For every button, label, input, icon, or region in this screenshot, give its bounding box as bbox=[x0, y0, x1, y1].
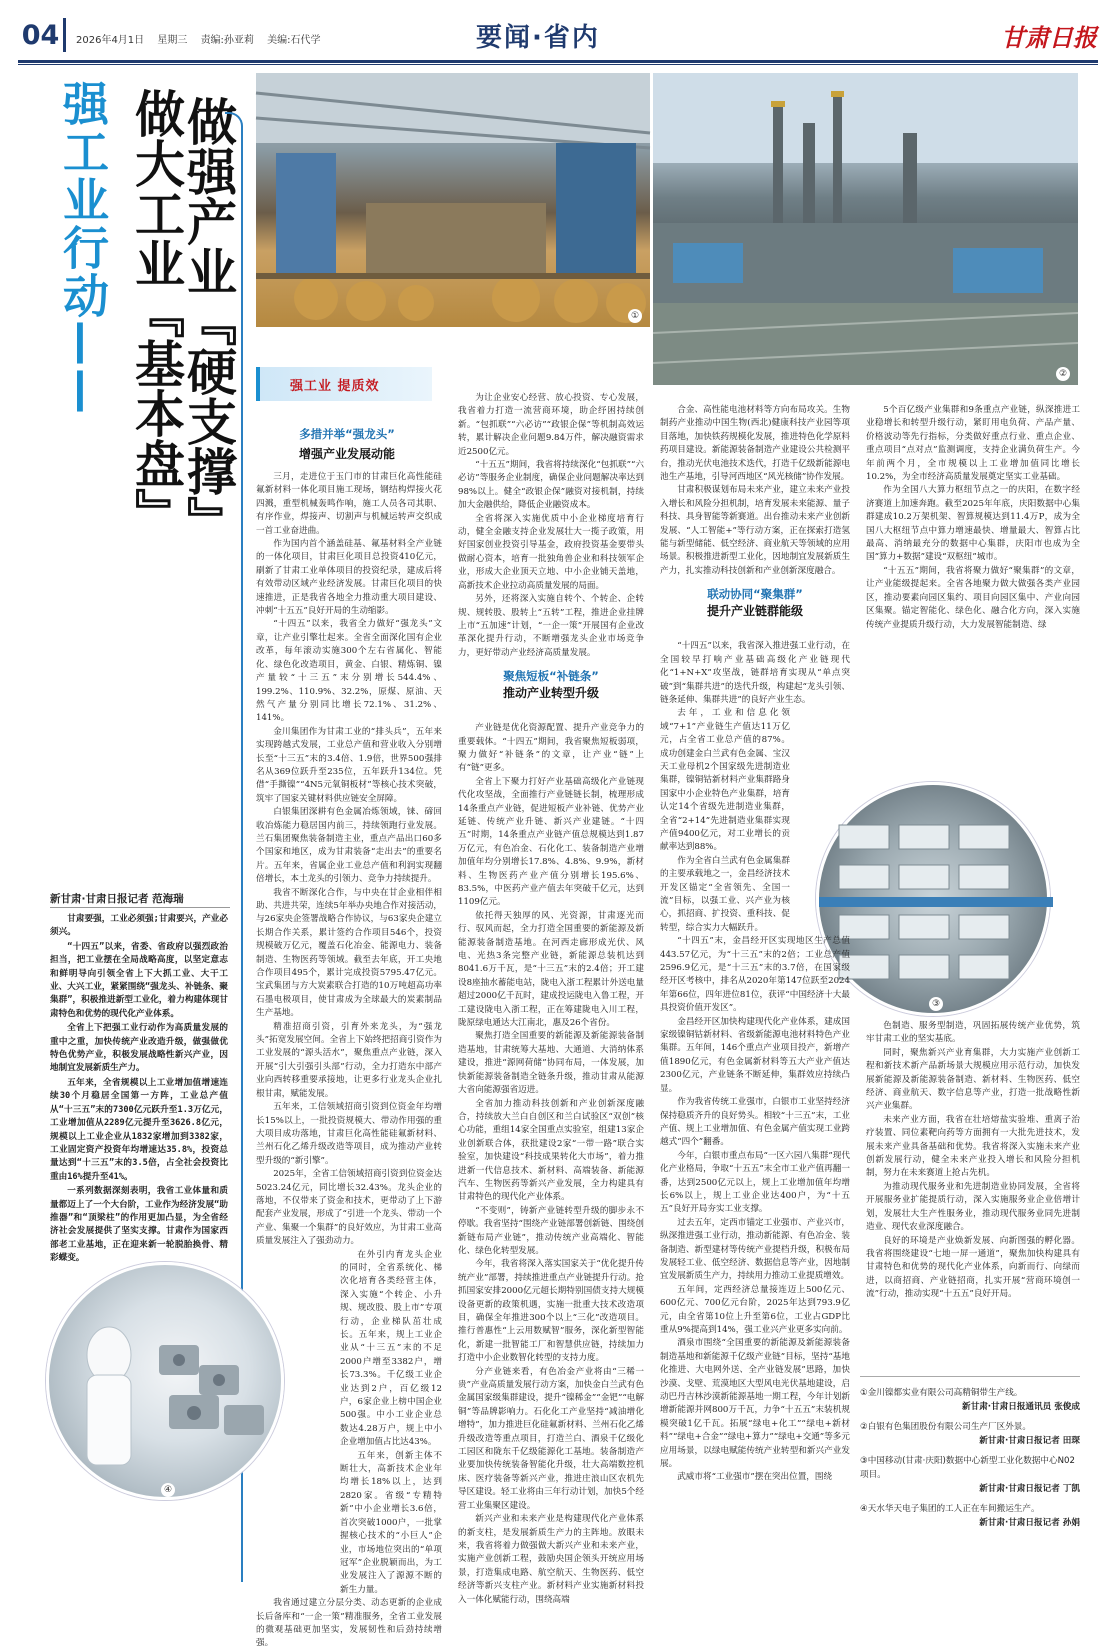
headline-line-2: 做强产业『硬支撑』 bbox=[179, 96, 237, 546]
headline-line-1: 做大工业『基本盘』 bbox=[127, 88, 185, 538]
subhead-subtitle: 增强产业发展动能 bbox=[298, 447, 395, 461]
article-paragraph: 我省不断深化合作，与中央在甘企业相伴相助、共进共荣，连续5年举办央地合作对接活动，与26家央企签署战略合作协议，与63家央企建立长期合作关系，累计签约合作项目546个，投资规模破万亿元，覆盖石化冶金、能源电力、装备制造、生物医药等领域。截至去年底，开工央地合作项目495个，累计完成投资5795.47亿元。宝武集团与方大炭素联合打造的10万吨超高功率石墨电极项目，使甘肃成为全球最大的炭素制品生产基地。 bbox=[256, 887, 442, 1019]
photo-chip-workshop[interactable] bbox=[46, 1262, 284, 1500]
article-paragraph: 过去五年，定西市锚定工业强市、产业兴市，纵深推进强工业行动，推动新能源、有色冶金、装备制造、新型建材等传统产业提档升级，积极布局发展轻工业、低空经济、数据信息等产业，因地制宜发展新质生产力，持续用力推动工业提质增效。 bbox=[660, 1217, 850, 1282]
article-paragraph: 为让企业安心经营、放心投资、专心发展，我省着力打造一流营商环境，助企纾困持续创新。“包抓联”“六必访”“政银企保”等机制高效运转，累计解决企业问题9.84万件，解决融资需求近2500亿元。 bbox=[458, 393, 644, 457]
subhead-fill-chains bbox=[458, 670, 644, 714]
photo-number: ① bbox=[628, 309, 642, 323]
article-paragraph: 另外，还将深入实施自转个、个转企、企转规、规转股、股转上“五转”工程，推进企业挂牌上市“五加速”计划，“一企一策”开展国有企业改革深化提升行动，不断增强龙头企业市场竞争力，更好带动产业经济高质量发展。 bbox=[458, 594, 644, 658]
caption-credit: 新甘肃·甘肃日报记者 田琛 bbox=[979, 1436, 1080, 1446]
data-center-aerial-illustration bbox=[819, 785, 1053, 1019]
article-paragraph: “十四五”以来，我省全力做好“强龙头”文章，让产业引擎壮起来。全省全面深化国有企业改革，每年滚动实施300个左右省属化、智能化、绿色化改造项目，黄金、白银、精炼铜、镍产量较“十三五”末分别增长544.4%、199.2%、110.9%、32.2%，原煤、原油、天然气产量分别同比增长72.1%、31.2%、141%。 bbox=[256, 619, 442, 724]
article-paragraph: 未来产业方面，我省在壮培熔盐实验堆、重离子治疗装置、同位素靶向药等方面拥有一大批先进技术，发展未来产业具备基础和优势。我省将深入实施未来产业创新发展行动，健全未来产业投入增长和风险分担机制，努力在未来赛道上抢占先机。 bbox=[866, 1114, 1080, 1179]
article-paragraph: 五年来，创新主体不断壮大，高新技术企业年均增长18%以上，达到2820家。省级“专精特新”中小企业增长3.6倍，首次突破1000户，一批掌握核心技术的“小巨人”企业，市场地位突出的“单项冠军”企业脱颖而出，为工业发展注入了源源不断的新生力量。 bbox=[340, 1450, 442, 1595]
article-paragraph: 精准招商引资，引育外来龙头，为“强龙头”拓宽发展空间。全省上下始终把招商引资作为工业发展的“源头活水”，聚焦重点产业链，深入开展“引大引强引头部”行动，全力打造东中部产业向西转移重要承接地，让更多行业龙头企业扎根甘肃，赋能发展。 bbox=[256, 1021, 442, 1099]
article-paragraph: 全省将深入实施优质中小企业梯度培育行动，健全金融支持企业发展壮大一揽子政策，用好国家创业投资引导基金，政府投资基金要带头做耐心资本，培育一批独角兽企业和科技领军企业，形成大企业顶天立地、中小企业铺天盖地，高新技术企业拉动高质量发展的局面。 bbox=[458, 513, 644, 591]
section-name: 要闻·省内 bbox=[476, 23, 600, 53]
article-paragraph: 作为我省传统工业强市，白银市工业坚持经济保持稳质齐升的良好势头。相较“十三五”末，工业产值、规上工业增加值、有色金属产值实现工业跨越式“四个”翻番。 bbox=[660, 1097, 850, 1148]
article-paragraph: 五年间，定西经济总量接连迈上500亿元、600亿元、700亿元台阶，2025年达到793.9亿元，由全省第10位上升至第6位，工业占GDP比重从9%提高到14%，强工业兴产业更多实向前。 bbox=[660, 1284, 850, 1335]
article-paragraph: 新兴产业和未来产业是构建现代化产业体系的新支柱，是发展新质生产力的主阵地。放眼未来，我省将着力做强做大新兴产业和未来产业，实施产业创新工程，鼓励央国企领头开统应用场景，打造集成电路、航空航天、生物医药、低空经济等新兴支柱产业。新材料产业实施新材料投入一体化赋能行动，围绕高端 bbox=[458, 1514, 644, 1605]
subhead-subtitle: 提升产业链群能级 bbox=[706, 603, 803, 618]
article-paragraph: 作为全国八大算力枢纽节点之一的庆阳，在数字经济赛道上加速奔跑。截至2025年年底，庆阳数据中心集群建成10.2万架机架、智算规模达到11.4万P，成为全国八大枢纽节点中算力增速最快、增量最大、智算占比最高、消纳最充分的数据中心集群，庆阳市也成为全国“算力+数据”建设“双枢纽”城市。 bbox=[866, 485, 1080, 563]
subhead-strong-leaders bbox=[262, 426, 432, 462]
header-meta bbox=[76, 31, 331, 46]
caption-item bbox=[860, 1386, 1080, 1414]
caption-rule bbox=[860, 1376, 1080, 1377]
article-paragraph: 良好的环境是产业焕新发展、向新图强的孵化器。我省将围绕建设“七地一屏一通道”，聚焦加快构建具有甘肃特色和优势的现代化产业体系，向新而行、向绿而进，以商招商、产业链招商，扎实开展“营商环境创一流”行动，推动实现“十五五”良好开局。 bbox=[866, 1235, 1080, 1300]
factory-hall-illustration bbox=[256, 73, 650, 327]
series-title: 强工业行动—— bbox=[56, 80, 110, 416]
article-paragraph: 甘肃积极谋划布局未来产业，建立未来产业投入增长和风险分担机制，培育发展未来能源、量子科技、具身智能等新赛道。出台推动未来产业创新发展、“人工智能+”等行动方案，正在探索打造氢能与新型储能、低空经济、商业航天等领域的应用场景。积极推进新型工业化，因地制宜发展新质生产力，扎实推动科技创新和产业创新深度融合。 bbox=[660, 485, 850, 576]
article-paragraph: 今年，我省将深入落实国家关于“优化提升传统产业”部署，持续推进重点产业链提升行动。抢抓国家安排2000亿元超长期特别国债支持大规模设备更新的政策机遇，实施一批重大技术改造项目，确保全年推进300个以上“三化”改造项目。推行普惠性“上云用数赋智”服务，深化新型智能化，新建一批智能工厂和智慧供应链，持续加力打造中小企业数智化转型的支持力度。 bbox=[458, 1259, 644, 1364]
caption-text: ③中国移动(甘肃·庆阳)数据中心新型工业化数据中心N02项目。 bbox=[860, 1456, 1075, 1480]
issue-date: 2026年4月1日 bbox=[76, 35, 145, 46]
kicker-text: 强工业 提质效 bbox=[290, 379, 380, 394]
cleanroom-illustration bbox=[49, 1265, 287, 1503]
newspaper-logo[interactable]: 甘肃日报 bbox=[1001, 23, 1097, 52]
subhead-build-clusters bbox=[660, 588, 850, 632]
article-paragraph: 金昌经开区加快构建现代化产业体系，建成国家级镍铜钴新材料、省级新能源电池材料特色产业集群。五年间，146个重点产业项目投产，新增产值1890亿元，有色金属新材料等五大产业产值达2300亿元，产业链条不断延伸，集群效应持续凸显。 bbox=[660, 1016, 850, 1094]
article-paragraph: 武威市将“工业强市”摆在突出位置，围绕 bbox=[677, 1472, 833, 1483]
article-paragraph: 产业链是优化资源配置、提升产业竞争力的重要载体。“十四五”期间，我省聚焦短板弱项，聚力做好“补链条”的文章，让产业“链”上有“链”更多。 bbox=[458, 723, 644, 774]
subhead-title: 多措并举“强龙头” bbox=[299, 427, 395, 441]
article-paragraph: “不变则”，铸新产业链转型升级的脚步永不停歇。我省坚持“围绕产业链部署创新链、围绕创新链布局产业链”，推动传统产业高端化、智能化、绿色化转型发展。 bbox=[458, 1205, 644, 1256]
lede-paragraph: 一系列数据深刻表明，我省工业体量和质量都迈上了一个大台阶，工业作为经济发展“助推器”和“顶梁柱”的作用更加凸显，为全省经济社会发展提供了坚实支撑。甘肃作为国家西部老工业基地，正在迎来新一轮脱胎换骨、精彩蝶变。 bbox=[50, 1186, 228, 1264]
article-paragraph: 全省上下聚力打好产业基础高级化产业链现代化攻坚战，全面推行产业链链长制，梳理形成14条重点产业链，促进短板产业补链、优势产业延链、传统产业升链、新兴产业建链。“十四五”时期，14条重点产业链产值总规模达到1.87万亿元，有色冶金、石化化工、装备制造产业增加值年均分别增长17.8%、4.8%、9.9%，新材料、生物医药产业产值分别增长195.6%、83.5%，中医药产业产值去年突破千亿元，达到1109亿元。 bbox=[458, 776, 644, 908]
designer-credit: 美编:石代学 bbox=[267, 35, 321, 46]
caption-credit: 新甘肃·甘肃日报记者 丁凯 bbox=[979, 1484, 1080, 1494]
article-paragraph: 色制造、服务型制造，巩固拓展传统产业优势，筑牢甘肃工业的坚实基底。 bbox=[866, 1021, 1080, 1045]
lede-paragraph: 甘肃要强，工业必须强;甘肃要兴，产业必须兴。 bbox=[50, 914, 228, 938]
article-paragraph: 依托得天独厚的风、光资源，甘肃逐光而行、驭风而起，全力打造全国重要的新能源及新能源装备制造基地。在河西走廊形成光伏、风电、光热3条完整产业链，新能源总装机达到8041.6万千瓦，是“十三五”末的2.4倍；开工建设8座抽水蓄能电站，陇电入浙工程累计外送电量超过2000亿千瓦时，建成投运陇电入鲁工程，开工建设陇电入浙工程，正在筹建陇电入川工程，陇原绿电通达大江南北，惠及26个省份。 bbox=[458, 910, 644, 1029]
article-paragraph: 三月，走进位于玉门市的甘肃巨化高性能硅氟新材料一体化项目施工现场，钢结构焊接火花四溅，重型机械轰鸣作响，施工人员各司其职、有序作业，焊接声、切割声与机械运转声交织成一首工业奋进曲。 bbox=[256, 472, 442, 536]
caption-item bbox=[860, 1420, 1080, 1448]
caption-text: ④天水华天电子集团的工人正在车间搬运生产。 bbox=[860, 1504, 1040, 1514]
photo-smelter-plant[interactable] bbox=[653, 73, 1078, 385]
photo-number: ③ bbox=[929, 997, 943, 1011]
lede-paragraph: “十四五”以来，省委、省政府以强烈政治担当，把工业摆在全局战略高度，以坚定意志和鲜明导向引领全省上下大抓工业、大干工业、大兴工业，紧紧围绕“强龙头、补链条、聚集群”，积极推进新型工业化，着力构建体现甘肃特色和优势的现代化产业体系。 bbox=[50, 941, 228, 1019]
industrial-plant-illustration bbox=[653, 73, 1078, 385]
article-paragraph: “十四五”以来，我省深入推进强工业行动，在全国较早打响产业基础高级化产业链现代化“1+N+X”攻坚战，链群培育实现从“单点突破”到“集群共进”的迭代升级，构建起“龙头引领、链条延伸、集群共进”的良好产业生态。 bbox=[660, 641, 850, 705]
subhead-subtitle: 推动产业转型升级 bbox=[502, 685, 599, 700]
article-paragraph: 作为全省白兰武有色金属集群的主要承载地之一，金昌经济技术开发区锚定“全省领先、全国一流”目标，以强工业、兴产业为核心，抓招商、扩投资、重科技、促转型，综合实力大幅跃升。 bbox=[660, 855, 790, 933]
article-paragraph: 为推动现代服务业和先进制造业协同发展，全省将开展服务业扩能提质行动，深入实施服务业企业倍增计划，发展壮大生产性服务业，推动现代服务业同先进制造业、现代农业深度融合。 bbox=[866, 1181, 1080, 1233]
caption-item bbox=[860, 1502, 1080, 1530]
article-column-4 bbox=[866, 404, 1080, 774]
issue-weekday: 星期三 bbox=[157, 35, 188, 46]
article-column-3 bbox=[660, 404, 850, 1582]
article-paragraph: 作为国内首个涵盖硅基、氟基材料全产业链的一体化项目，甘肃巨化项目总投资410亿元，刷新了甘肃工业单体项目的投资纪录，建成后将有效带动区域产业经济发展。甘肃巨化项目的快速推进，正是我省各地全力推动重大项目建设、冲刺“十五五”良好开局的生动缩影。 bbox=[256, 539, 442, 617]
article-paragraph: 今年，白银市重点布局“一区六园八集群”现代化产业格局，争取“十五五”末全市工业产值再翻一番，达到2500亿元以上，规上工业增加值年均增长6%以上，规上工业企业达400户，为“十五五”良好开局夯实工业支撑。 bbox=[660, 1150, 850, 1215]
article-paragraph: 白银集团深耕有色金属冶炼领域，铼、碲回收冶炼能力稳居国内前三，持续领跑行业发展。兰石集团聚焦装备制造主业，重点产品出口60多个国家和地区，成为甘肃装备“走出去”的重要名片。五年来，省属企业工业总产值和利润实现翻倍增长，本土龙头的引领力、竞争力持续提升。 bbox=[256, 807, 442, 885]
caption-text: ①金川镍都实业有限公司高精铜带生产线。 bbox=[860, 1388, 1023, 1398]
article-paragraph: “十五五”期间，我省将持续深化“包抓联”“六必访”等服务企业制度，确保企业问题解决率达到98%以上。健全“政银企保”融资对接机制，持续加大金融供给，降低企业融资成本。 bbox=[458, 460, 644, 511]
byline: 新甘肃·甘肃日报记者 范海瑞 bbox=[50, 893, 184, 905]
kicker-banner bbox=[256, 367, 432, 401]
article-paragraph: 去年，工业和信息化领域“7+1”产业链生产值达11万亿元，占全省工业总产值的87%。成功创建金白兰武有色金属、宝汉天工业母机2个国家级先进制造业集群，镍铜钴新材料产业集群路身国家中小企业特色产业集群，培育认定14个省级先进制造业集群，全省“2+14”先进制造业集群实现产值9400亿元，对工业增长的贡献率达到88%。 bbox=[660, 708, 790, 853]
article-column-1 bbox=[256, 471, 442, 1649]
lede-paragraph: 五年来，全省规模以上工业增加值增速连续30个月稳居全国第一方阵，工业总产值从“十三五”末的7300亿元跃升至1.3万亿元，工业增加值从2289亿元提升至3626.8亿元，规模以上工业企业从1832家增加到3382家，工业固定资产投资年均增速达35.8%，投资总量达到“十三五”末的3.5倍，占全社会投资比重由16%提升至41%。 bbox=[50, 1077, 228, 1182]
article-paragraph: 金川集团作为甘肃工业的“排头兵”，五年来实现跨越式发展，工业总产值和营业收入分别增长至“十三五”末的3.4倍、1.9倍，世界500强排名从369位跃升至235位，五年跃升134位。凭借“手撕镍”“4N5元氧铜板材”等核心技术突破，筑牢了国家关键材料供应链安全屏障。 bbox=[256, 726, 442, 804]
photo-data-center[interactable] bbox=[816, 782, 1050, 1016]
page-number: 04 bbox=[18, 18, 66, 52]
subhead-title: 联动协同“聚集群” bbox=[707, 587, 803, 602]
header-rule-thin bbox=[18, 64, 1098, 65]
article-column-5 bbox=[866, 1020, 1080, 1370]
caption-item bbox=[860, 1454, 1080, 1496]
article-paragraph: “十四五”末，金昌经开区实现地区生产总值443.57亿元，为“十三五”末的2倍；工业总产值2596.9亿元，是“十三五”末的3.7倍，在国家级经开区考核中，排名从2020年第147位跃至2024年第66位，四年进位81位，获评“中国经济十大最具投资价值开发区”。 bbox=[660, 936, 850, 1014]
article-paragraph: 我省通过建立分层分类、动态更新的企业成长后备库和“一企一策”精准服务，全省工业发展的微观基础更加坚实，发展韧性和后劲持续增强。 bbox=[256, 1598, 442, 1649]
photo-copper-strip-workshop[interactable] bbox=[256, 73, 650, 327]
lede-block bbox=[50, 913, 228, 1267]
article-paragraph: 分产业链来看，有色冶金产业将由“三稀一贵”产业高质量发展行动方案，加快金白兰武有色金属国家级集群建设，提升“镍稀金”“金钯”“电解铜”等品牌影响力。石化化工产业坚持“减油增化增特”，加力推进巨化硅氟新材料、兰州石化乙烯升级改造等重点项目，打造兰白、酒泉千亿级化工园区和陇东千亿级能源化工基地。装备制造产业要加快传统装备智能化升级，壮大高端数控机床、医疗装备等新兴产业，推进庄浪山区农机先导区建设。轻工业将由三年行动计划，加快5个经营工业集聚区建设。 bbox=[458, 1366, 644, 1511]
caption-credit: 新甘肃·甘肃日报记者 孙娟 bbox=[979, 1518, 1080, 1528]
article-paragraph: 5个百亿级产业集群和9条重点产业链，纵深推进工业稳增长和转型升级行动，紧盯用电负荷、产品产量、价格波动等先行指标，分类做好重点行业、重点企业、重点项目“点对点”监测调度，支持企业满负荷生产。今年前两个月，全市规模以上工业增加值同比增长10.2%，为全市经济高质量发展奠定坚实工业基础。 bbox=[866, 405, 1080, 483]
page-header bbox=[0, 0, 1115, 66]
header-rule bbox=[18, 60, 1098, 63]
article-paragraph: 在外引内育龙头企业的同时，全省系统化、梯次化培育各类经营主体，深入实施“个转企、小升规、规改股、股上市”专项行动，企业梯队茁壮成长。五年来，规上工业企业从“十三五”末的不足2000户增至3382户，增长73.3%。千亿级工业企业达到2户，百亿级12户，6家企业上榜中国企业500强。中小工业企业总数达4.28万户，规上中小企业增加值占比达43%。 bbox=[340, 1249, 442, 1448]
subhead-title: 聚焦短板“补链条” bbox=[503, 669, 599, 684]
article-paragraph: 聚焦打造全国重要的新能源及新能源装备制造基地，甘肃统筹大基地、大通道、大消纳体系建设，推进“源网荷储”协同布局，一体发展，加快新能源装备制造全链条升级，推动甘肃从能源大省向能源强省迈进。 bbox=[458, 1031, 644, 1096]
photo-number: ④ bbox=[161, 1483, 175, 1497]
article-paragraph: 五年来，工信领域招商引资到位资金年均增长15%以上，一批投资规模大、带动作用强的重大项目成功落地，甘肃巨化高性能硅氟新材料、兰州石化乙烯升级改造等项目，成为推动产业转型升级的“新引擎”。 bbox=[256, 1102, 442, 1166]
article-paragraph: 同时，聚焦新兴产业育集群，大力实施产业创新工程和新技术新产品新场景大规模应用示范行动，加快发展新能源及新能源装备制造、新材料、生物医药、低空经济、商业航天、数字信息等产业，打造一批战略性新兴产业集群。 bbox=[866, 1047, 1080, 1112]
caption-text: ②白银有色集团股份有限公司生产厂区外景。 bbox=[860, 1422, 1031, 1432]
byline-rule bbox=[50, 907, 230, 908]
article-paragraph: “十五五”期间，我省将聚力做好“聚集群”的文章，让产业能级提起来。全省各地聚力做大做强各类产业园区，推动要素向园区集约、项目向园区集中、产业向园区集聚。锚定智能化、绿色化、融合化方向，深入实施传统产业提质升级行动，大力发展智能制造、绿 bbox=[866, 565, 1080, 630]
caption-credit: 新甘肃·甘肃日报通讯员 张俊成 bbox=[962, 1402, 1080, 1412]
photo-captions bbox=[860, 1386, 1080, 1536]
article-paragraph: 合金、高性能电池材料等方向布局攻关。生物制药产业推动中国生物(西北)健康科技产业园等项目落地，加快铁药规模化发展，推进特色化学原料药项目建设。新能源装备制造产业建设公共检测平台，推动光伏电池技术迭代，打造千亿级新能源电池生产基地，引导河西地区“风光核储”协作发展。 bbox=[660, 405, 850, 483]
lede-paragraph: 全省上下把强工业行动作为高质量发展的重中之重，加快传统产业改造升级，做强做优特色优势产业，积极发展战略性新兴产业，因地制宜发展新质生产力。 bbox=[50, 1023, 228, 1074]
article-paragraph: 2025年，全省工信领域招商引资到位资金达5023.24亿元，同比增长32.43%。龙头企业的落地，不仅带来了资金和技术，更带动了上下游配套产业发展，形成了“引进一个龙头、带动一个产业、集聚一个集群”的良好效应，为甘肃工业高质量发展注入了强劲动力。 bbox=[256, 1169, 442, 1247]
editor-credit: 责编:孙亚莉 bbox=[200, 35, 254, 46]
article-paragraph: 全省加力推动科技创新和产业创新深度融合，持续放大兰白自创区和兰白试验区“双创”核心功能，重组14家全国重点实验室，组建13家企业创新联合体，获批建设2家“一带一路”联合实验室，加快建设“科技成果转化大市场”，着力推进新一代信息技术、新材料、高端装备、新能源汽车、生物医药等新兴产业发展，全力构建具有甘肃特色的现代化产业体系。 bbox=[458, 1098, 644, 1203]
photo-number: ② bbox=[1056, 367, 1070, 381]
article-column-2 bbox=[458, 392, 644, 1605]
article-paragraph: 酒泉市围绕“全国重要的新能源及新能源装备制造基地和新能源千亿级产业链”目标，坚持“基地化推进、大电网外送、全产业链发展”思路，加快沙漠、戈壁、荒漠地区大型风电光伏基地建设，启动巴丹吉林沙漠新能源基地一期工程，今年计划新增新能源并网800万千瓦，力争“十五五”末装机规模突破1亿千瓦。拓展“绿电+化工”“绿电+新材料”“绿电+合金”“绿电+算力”“绿电+交通”等多元应用场景，以绿电赋能传统产业转型和新兴产业发展。 bbox=[660, 1338, 850, 1470]
